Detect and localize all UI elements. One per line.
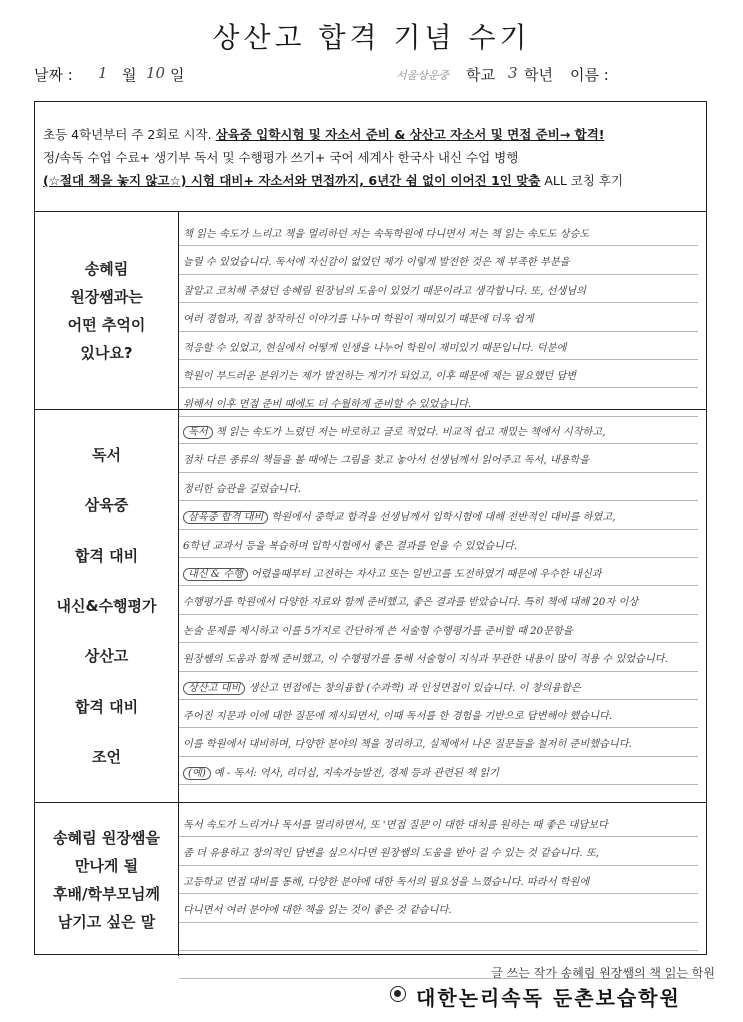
answer-line (179, 416, 698, 444)
answer-text: 논술 문제를 제시하고 이를 5가지로 간단하게 쓴 서술형 수행평가를 준비할 때 20문항을 (183, 625, 573, 637)
answer-line (179, 558, 698, 586)
answer-line (179, 894, 698, 922)
summary-line-2: 정/속독 수업 수료+ 생기부 독서 및 수행평가 쓰기+ 국어 세계사 한국사 내신 수업 병행 (43, 150, 519, 165)
section-memories (35, 212, 706, 410)
month-label: 월 (122, 66, 137, 84)
answer-line (179, 218, 698, 246)
answer-line (179, 866, 698, 894)
school-label: 학교 (466, 66, 495, 84)
academy-seal-icon (390, 986, 406, 1002)
grade-label: 학년 (524, 66, 553, 84)
footer-academy (390, 982, 715, 1010)
section-advice (35, 803, 706, 956)
grade-value: 3 (508, 64, 518, 82)
topic-tag: 삼육중 합격 대비 (183, 511, 268, 524)
section-label: 송혜림 원장쌤을 만나게 될 후배/학부모님께 남기고 싶은 말 (35, 803, 179, 956)
answer-text: 생산고 면접에는 창의융합 (수과학) 과 인성면접이 있습니다. 이 창의융합은 (248, 682, 581, 694)
testimonial-form (34, 101, 707, 955)
answer-text: 수행평가를 학원에서 다양한 자료와 함께 준비했고, 좋은 결과를 받았습니다. 특히 책에 대해 20자 이상 (183, 597, 639, 609)
answer-line (179, 530, 698, 558)
answer-text: 학원이 부드러운 분위기는 제가 발전하는 계기가 되었고, 이후 때문에 제는 필요했던 답변 (183, 370, 577, 382)
answer-line (179, 837, 698, 865)
answer-line (179, 246, 698, 274)
answer-text: 늘릴 수 있었습니다. 독서에 자신감이 없었던 제가 이렇게 발전한 것은 제 부족한 부분을 (183, 257, 570, 269)
handwritten-answer (179, 809, 698, 979)
handwritten-answer (179, 416, 698, 785)
answer-text: 다니면서 여러 분야에 대한 책을 읽는 것이 좋은 것 같습니다. (183, 905, 452, 917)
answer-text: 이를 학원에서 대비하며, 다양한 분야의 책을 정리하고, 실제에서 나온 질문들을 철저히 준비했습니다. (183, 739, 632, 751)
answer-line (179, 473, 698, 501)
answer-text: 책 읽는 속도가 느리고 책을 멀리하던 저는 속독학원에 다니면서 저는 책 읽는 속도도 상승도 (183, 229, 590, 240)
answer-line (179, 303, 698, 331)
answer-line (179, 672, 698, 700)
day-label: 일 (170, 66, 185, 84)
answer-line (179, 728, 698, 756)
info-row (34, 64, 709, 88)
date-label: 날짜 : (34, 66, 73, 84)
answer-line (179, 757, 698, 785)
answer-text: 여러 경험과, 직접 창작하신 이야기를 나누며 학원이 재미있기 때문에 더욱 쉽게 (183, 314, 534, 326)
topic-tag: 상산고 대비 (183, 682, 245, 695)
answer-text: 위해서 이후 면접 준비 때에도 더 수월하게 준비할 수 있었습니다. (183, 399, 472, 411)
answer-line (179, 444, 698, 472)
answer-line (179, 275, 698, 303)
footer-slogan: 글 쓰는 작가 송혜림 원장쌤의 책 읽는 학원 (491, 966, 715, 980)
day-value: 10 (146, 64, 166, 82)
answer-text: 좀 더 유용하고 창의적인 답변을 싶으시다면 원장쌤의 도움을 받아 길 수 있는 것 같습니다. 또, (183, 848, 599, 860)
answer-text: 고등학교 면접 대비를 통해, 다양한 분야에 대한 독서의 필요성을 느꼈습니다. 따라서 학원에 (183, 876, 590, 888)
answer-text: 잘알고 코치해 주셨던 송혜림 원장님의 도움이 있었기 때문이라고 생각합니다. 또, 선생님의 (183, 285, 586, 297)
answer-line (179, 501, 698, 529)
answer-text: 예 - 독서: 역사, 리더십, 지속가능발전, 경제 등과 관련된 책 읽기 (213, 767, 499, 779)
answer-text: 정리한 습관을 길렀습니다. (183, 483, 301, 495)
section-preparation (35, 410, 706, 803)
answer-line (179, 586, 698, 614)
handwritten-answer (179, 218, 698, 417)
summary-box (35, 102, 706, 212)
answer-line (179, 700, 698, 728)
answer-text: 독서 속도가 느리거나 독서를 멀리하면서, 또 '면접 질문'이 대한 대처를 원하는 때 좋은 대답보다 (183, 820, 608, 831)
answer-text: 학원에서 중학교 합격을 선생님께서 입학시험에 대해 전반적인 대비를 하였고, (271, 512, 616, 524)
answer-line (179, 923, 698, 951)
summary-line-3: (☆절대 책을 놓지 않고☆) 시험 대비+ 자소서와 면접까지, 6년간 쉼 없이 이어진 1인 맞춤 ALL 코칭 후기 (43, 173, 624, 188)
answer-text: 주어진 지문과 이에 대한 질문에 제시되면서, 이때 독서를 한 경험을 기반으로 답변해야 했습니다. (183, 710, 613, 722)
answer-line (179, 643, 698, 671)
answer-text: 책 읽는 속도가 느렸던 저는 바로하고 글로 적었다. 비교적 쉽고 재밌는 책에서 시작하고, (215, 427, 606, 438)
school-value: 서울상운중 (396, 69, 450, 82)
section-label: 송혜림 원장쌤과는 어떤 추억이 있나요? (35, 212, 179, 409)
answer-text: 어렸을때부터 고전하는 자사고 또는 일반고를 도전하였기 때문에 우수한 내신과 (250, 568, 602, 580)
answer-line (179, 615, 698, 643)
topic-tag: 내신 & 수행 (183, 568, 248, 581)
answer-text: 6학년 교과서 등을 복습하며 입학시험에서 좋은 결과를 얻을 수 있었습니다. (183, 540, 518, 552)
month-value: 1 (98, 64, 108, 82)
answer-line (179, 360, 698, 388)
answer-line (179, 332, 698, 360)
section-label: 독서 삼육중 합격 대비 내신&수행평가 상산고 합격 대비 조언 (35, 410, 179, 802)
answer-text: 점차 다른 종류의 책들을 볼 때에는 그림을 찾고 놓아서 선생님께서 읽어주고 독서, 내용학을 (183, 455, 590, 467)
summary-line-1: 초등 4학년부터 주 2회로 시작. 삼육중 입학시험 및 자소서 준비 & 상산고 자소서 및 면접 준비→ 합격! (43, 127, 605, 142)
answer-text: 원장쌤의 도움과 함께 준비했고, 이 수행평가를 통해 서술형이 지식과 무관한 내용이 많이 적용 수 있었습니다. (183, 654, 668, 666)
page-title: 상산고 합격 기념 수기 (212, 21, 531, 54)
topic-tag: (예) (183, 767, 211, 780)
answer-text: 적응할 수 있었고, 현실에서 어떻게 인생을 나누어 학원이 재미있기 때문입니다. 덕분에 (183, 342, 567, 354)
answer-line (179, 809, 698, 837)
topic-tag: 독서 (183, 426, 213, 439)
academy-name: 대한논리속독 둔촌보습학원 (416, 986, 681, 1010)
name-label: 이름 : (570, 66, 609, 84)
